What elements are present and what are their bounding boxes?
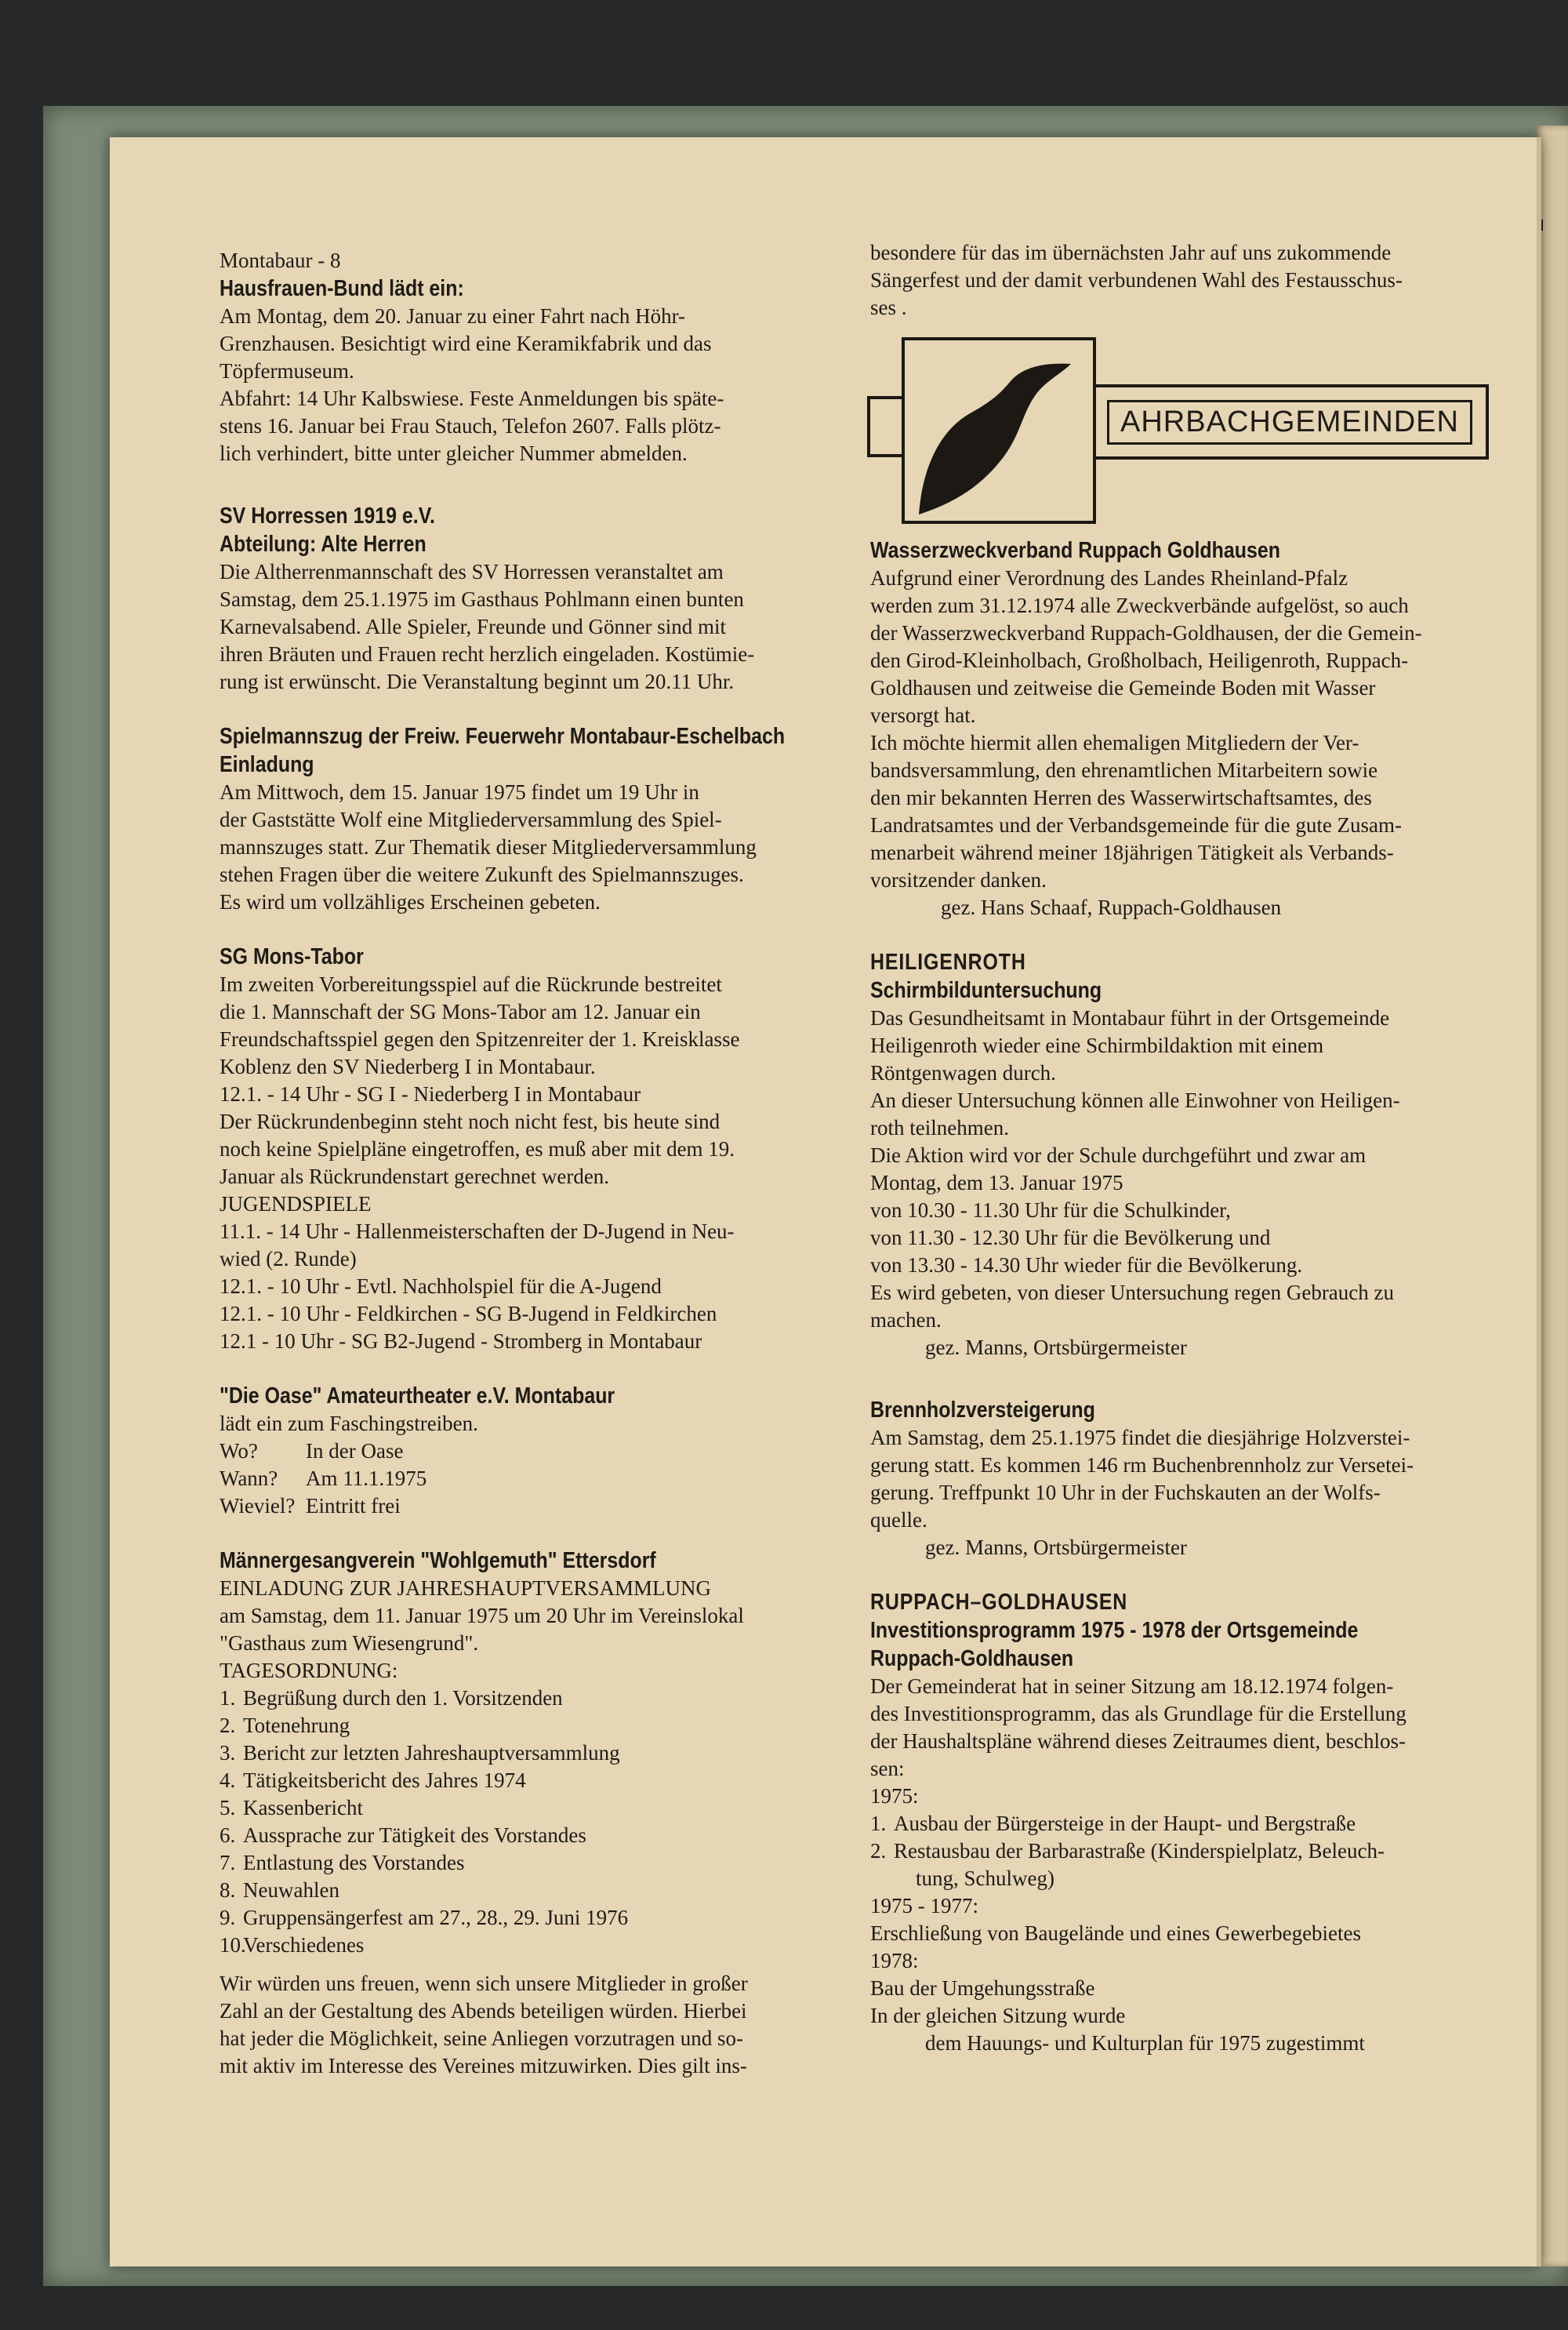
text-line: der Wasserzweckverband Ruppach-Goldhausen, der die Gemein- [870, 621, 1422, 645]
text-line: machen. [870, 1308, 942, 1332]
qa-row [220, 1465, 972, 1492]
text-line: von 11.30 - 12.30 Uhr für die Bevölkerung und [870, 1226, 1271, 1249]
text-line: versorgt hat. [870, 703, 976, 727]
qa-row [220, 1438, 972, 1465]
text-line: An dieser Untersuchung können alle Einwohner von Heiligen- [870, 1089, 1400, 1112]
river-emblem-icon [905, 340, 1093, 521]
text-line: Am Samstag, dem 25.1.1975 findet die diesjährige Holzverstei- [870, 1426, 1410, 1449]
text-line: gerung statt. Es kommen 146 rm Buchenbrennholz zur Versetei- [870, 1453, 1414, 1477]
text-line: Am Mittwoch, dem 15. Januar 1975 findet um 19 Uhr in [220, 780, 699, 804]
article-sg-mons-tabor [220, 943, 972, 1355]
list-item: 3. Bericht zur letzten Jahreshauptversammlung [220, 1741, 620, 1765]
article-wasserzweckverband [870, 536, 1505, 921]
list-item: 5. Kassenbericht [220, 1796, 363, 1819]
article-title: Hausfrauen-Bund lädt ein: [220, 276, 464, 301]
text-line: EINLADUNG ZUR JAHRESHAUPTVERSAMMLUNG [220, 1576, 712, 1600]
text-line: Am Montag, dem 20. Januar zu einer Fahrt nach Höhr- [220, 304, 686, 328]
signature: gez. Manns, Ortsbürgermeister [925, 1336, 1187, 1359]
text-line: Januar als Rückrundenstart gerechnet werden. [220, 1165, 610, 1188]
text-line: Freundschaftsspiel gegen den Spitzenreiter der 1. Kreisklasse [220, 1027, 740, 1051]
list-item: 2. Restausbau der Barbarastraße (Kinderspielplatz, Beleuch- [870, 1839, 1385, 1863]
qa-row [220, 1492, 972, 1520]
text-line: gerung. Treffpunkt 10 Uhr in der Fuchskauten an der Wolfs- [870, 1481, 1381, 1504]
text-line: Das Gesundheitsamt in Montabaur führt in der Ortsgemeinde [870, 1006, 1390, 1030]
text-line: besondere für das im übernächsten Jahr auf uns zukommende [870, 241, 1392, 264]
agenda-list [220, 1685, 972, 1959]
signature: gez. Manns, Ortsbürgermeister [925, 1536, 1187, 1559]
text-line: Die Aktion wird vor der Schule durchgeführt und zwar am [870, 1143, 1367, 1167]
list-item: 4. Tätigkeitsbericht des Jahres 1974 [220, 1768, 526, 1792]
text-line: werden zum 31.12.1974 alle Zweckverbände aufgelöst, so auch [870, 594, 1409, 617]
text-line: Sängerfest und der damit verbundenen Wahl des Festausschus- [870, 268, 1403, 292]
text-line: lich verhindert, bitte unter gleicher Nummer abmelden. [220, 442, 688, 465]
text-line: von 10.30 - 11.30 Uhr für die Schulkinder, [870, 1198, 1231, 1222]
article-subtitle: Einladung [220, 752, 314, 777]
article-subtitle: Ruppach-Goldhausen [870, 1646, 1074, 1671]
text-line: Koblenz den SV Niederberg I in Montabaur. [220, 1055, 596, 1078]
text-line: dem Hauungs- und Kulturplan für 1975 zugestimmt [925, 2031, 1365, 2055]
text-line: Im zweiten Vorbereitungsspiel auf die Rückrunde bestreitet [220, 972, 722, 996]
logo-title: AHRBACHGEMEINDEN [1107, 400, 1472, 445]
article-maennergesangverein [220, 1547, 972, 2080]
text-line: tung, Schulweg) [916, 1867, 1054, 1890]
qa-answer: Am 11.1.1975 [306, 1467, 427, 1490]
text-line: Wir würden uns freuen, wenn sich unsere Mitglieder in großer [220, 1972, 748, 1995]
text-line: Erschließung von Baugelände und eines Gewerbegebietes [870, 1921, 1362, 1945]
text-line: bandsversammlung, den ehrenamtlichen Mitarbeitern sowie [870, 758, 1378, 782]
newsletter-page [110, 137, 1541, 2266]
qa-question: Wieviel? [220, 1494, 296, 1518]
list-item: 2. Totenehrung [220, 1714, 350, 1737]
text-line: 12.1. - 14 Uhr - SG I - Niederberg I in Montabaur [220, 1082, 641, 1106]
text-line: Landratsamtes und der Verbandsgemeinde für die gute Zusam- [870, 813, 1403, 837]
text-line: In der gleichen Sitzung wurde [870, 2004, 1126, 2027]
list-item: 6. Aussprache zur Tätigkeit des Vorstandes [220, 1823, 586, 1847]
text-line: ses . [870, 296, 907, 319]
list-item: 8. Neuwahlen [220, 1878, 339, 1902]
right-column [870, 239, 1505, 2057]
text-line: 1975: [870, 1784, 919, 1808]
article-title: Männergesangverein "Wohlgemuth" Ettersdorf [220, 1548, 656, 1573]
page-label: Montabaur - 8 [220, 249, 341, 272]
text-line: den Girod-Kleinholbach, Großholbach, Heiligenroth, Ruppach- [870, 649, 1409, 672]
text-line: rung ist erwünscht. Die Veranstaltung beginnt um 20.11 Uhr. [220, 670, 735, 693]
text-line: Montag, dem 13. Januar 1975 [870, 1171, 1123, 1194]
logo-frame [867, 396, 905, 457]
article-title: "Die Oase" Amateurtheater e.V. Montabaur [220, 1383, 615, 1409]
text-line: lädt ein zum Faschingstreiben. [220, 1412, 478, 1435]
list-item: 1. Begrüßung durch den 1. Vorsitzenden [220, 1686, 563, 1710]
text-line: "Gasthaus zum Wiesengrund". [220, 1631, 479, 1655]
signature: gez. Hans Schaaf, Ruppach-Goldhausen [941, 896, 1282, 919]
text-line: mannszuges statt. Zur Thematik dieser Mitgliederversammlung [220, 835, 757, 859]
article-title: Wasserzweckverband Ruppach Goldhausen [870, 538, 1280, 563]
article-title: SV Horressen 1919 e.V. [220, 503, 435, 529]
text-line: der Haushaltspläne während dieses Zeitraumes dient, beschlos- [870, 1729, 1406, 1753]
text-line: Grenzhausen. Besichtigt wird eine Keramikfabrik und das [220, 332, 712, 355]
list-item: 9. Gruppensängerfest am 27., 28., 29. Juni 1976 [220, 1906, 629, 1929]
ahrbach-logo [870, 337, 1505, 525]
investment-list [870, 1810, 1505, 1892]
article-subtitle: Investitionsprogramm 1975 - 1978 der Ortsgemeinde [870, 1618, 1359, 1643]
text-line: von 13.30 - 14.30 Uhr wieder für die Bevölkerung. [870, 1253, 1303, 1277]
text-line: Bau der Umgehungsstraße [870, 1976, 1095, 2000]
text-line: Goldhausen und zeitweise die Gemeinde Boden mit Wasser [870, 676, 1376, 700]
text-line: 12.1. - 10 Uhr - Evtl. Nachholspiel für die A-Jugend [220, 1274, 662, 1298]
article-subtitle: Schirmbilduntersuchung [870, 978, 1102, 1003]
text-line: 12.1. - 10 Uhr - Feldkirchen - SG B-Jugend in Feldkirchen [220, 1302, 717, 1325]
text-line: sen: [870, 1757, 905, 1780]
next-page-edge [1537, 125, 1568, 2266]
text-line: Töpfermuseum. [220, 359, 354, 383]
text-line: stens 16. Januar bei Frau Stauch, Telefon 2607. Falls plötz- [220, 414, 721, 438]
article-title: RUPPACH–GOLDHAUSEN [870, 1590, 1128, 1615]
text-line: TAGESORDNUNG: [220, 1659, 398, 1682]
article-die-oase [220, 1382, 972, 1520]
text-line: Samstag, dem 25.1.1975 im Gasthaus Pohlmann einen bunten [220, 587, 744, 611]
text-line: Der Rückrundenbeginn steht noch nicht fest, bis heute sind [220, 1110, 720, 1133]
text-line: Abfahrt: 14 Uhr Kalbswiese. Feste Anmeldungen bis späte- [220, 387, 724, 410]
article-ruppach-goldhausen [870, 1588, 1505, 2057]
text-line: Die Altherrenmannschaft des SV Horressen veranstaltet am [220, 560, 724, 583]
text-line: Zahl an der Gestaltung des Abends beteiligen würden. Hierbei [220, 1999, 747, 2023]
text-line: Es wird gebeten, von dieser Untersuchung regen Gebrauch zu [870, 1281, 1395, 1304]
text-line: noch keine Spielpläne eingetroffen, es muß aber mit dem 19. [220, 1137, 735, 1161]
text-line: der Gaststätte Wolf eine Mitgliederversammlung des Spiel- [220, 808, 722, 831]
text-line: Es wird um vollzähliges Erscheinen gebeten. [220, 890, 601, 914]
text-line: quelle. [870, 1508, 927, 1532]
logo-title-frame [1094, 384, 1489, 460]
article-hausfrauen [220, 274, 972, 467]
text-line: hat jeder die Möglichkeit, seine Anliegen vorzutragen und so- [220, 2026, 744, 2050]
text-line: wied (2. Runde) [220, 1247, 357, 1270]
text-line: Aufgrund einer Verordnung des Landes Rheinland-Pfalz [870, 566, 1348, 590]
text-line: 1978: [870, 1949, 919, 1972]
qa-question: Wo? [220, 1439, 258, 1463]
article-sv-horressen [220, 502, 972, 696]
list-item: 10. Verschiedenes [220, 1933, 365, 1957]
text-line: 11.1. - 14 Uhr - Hallenmeisterschaften der D-Jugend in Neu- [220, 1220, 735, 1243]
text-line: die 1. Mannschaft der SG Mons-Tabor am 12. Januar ein [220, 1000, 701, 1023]
article-spielmannszug [220, 722, 972, 916]
text-line: 1975 - 1977: [870, 1894, 978, 1917]
text-line: Ich möchte hiermit allen ehemaligen Mitgliedern der Ver- [870, 731, 1359, 754]
text-line: Heiligenroth wieder eine Schirmbildaktion mit einem [870, 1034, 1324, 1057]
article-subtitle: Abteilung: Alte Herren [220, 532, 426, 557]
left-column [220, 247, 972, 2080]
text-line: menarbeit während meiner 18jährigen Tätigkeit als Verbands- [870, 841, 1394, 864]
text-line: vorsitzender danken. [870, 868, 1047, 892]
text-line: des Investitionsprogramm, das als Grundlage für die Erstellung [870, 1702, 1406, 1725]
article-title: SG Mons-Tabor [220, 944, 364, 969]
list-item: 7. Entlastung des Vorstandes [220, 1851, 465, 1874]
text-line: ihren Bräuten und Frauen recht herzlich eingeladen. Kostümie- [220, 642, 755, 666]
article-heiligenroth [870, 948, 1505, 1361]
list-item: 1. Ausbau der Bürgersteige in der Haupt- und Bergstraße [870, 1812, 1356, 1835]
qa-question: Wann? [220, 1467, 278, 1490]
article-brennholz [870, 1396, 1505, 1561]
text-line: roth teilnehmen. [870, 1116, 1009, 1140]
text-line: Röntgenwagen durch. [870, 1061, 1056, 1085]
article-title: Spielmannszug der Freiw. Feuerwehr Montabaur-Eschelbach [220, 724, 786, 749]
text-line: 12.1 - 10 Uhr - SG B2-Jugend - Stromberg in Montabaur [220, 1329, 702, 1353]
qa-answer: In der Oase [306, 1439, 404, 1463]
text-line: mit aktiv im Interesse des Vereines mitzuwirken. Dies gilt ins- [220, 2054, 747, 2077]
text-line: JUGENDSPIELE [220, 1192, 372, 1216]
text-line: stehen Fragen über die weitere Zukunft des Spielmannszuges. [220, 863, 744, 886]
text-line: Der Gemeinderat hat in seiner Sitzung am 18.12.1974 folgen- [870, 1674, 1394, 1698]
article-title: Brennholzversteigerung [870, 1398, 1095, 1423]
qa-answer: Eintritt frei [306, 1494, 401, 1518]
text-line: am Samstag, dem 11. Januar 1975 um 20 Uhr im Vereinslokal [220, 1604, 744, 1627]
text-line: Karnevalsabend. Alle Spieler, Freunde und Gönner sind mit [220, 615, 727, 638]
text-line: den mir bekannten Herren des Wasserwirtschaftsamtes, des [870, 786, 1372, 809]
article-title: HEILIGENROTH [870, 950, 1026, 975]
logo-frame [902, 337, 1096, 524]
